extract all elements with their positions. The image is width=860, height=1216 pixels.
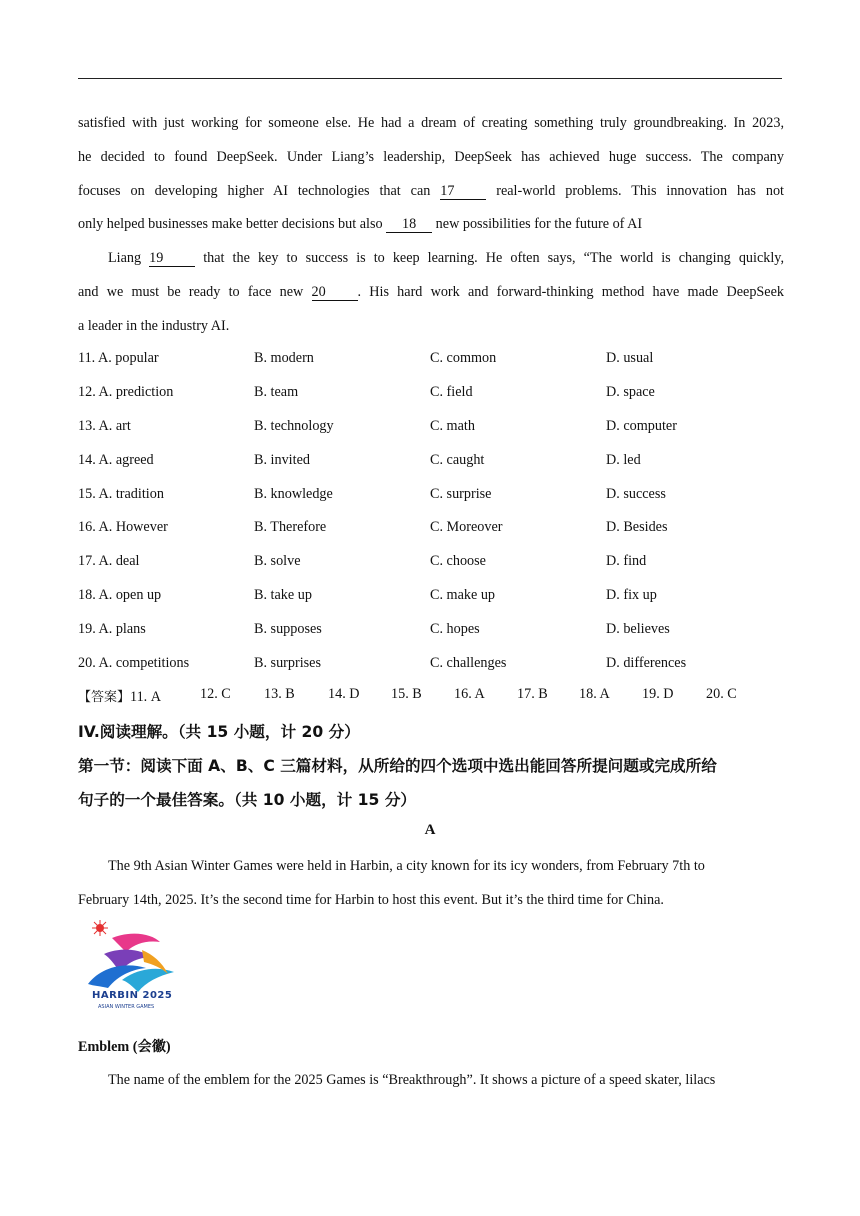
passage-text: a leader in the industry AI. (78, 318, 230, 334)
passage-label: A (424, 822, 436, 838)
option-d: D. Besides (606, 519, 668, 535)
passage-text: focuses on developing higher AI technologies that can (78, 183, 441, 199)
question-20 (78, 655, 784, 675)
option-a: 18. A. open up (78, 587, 162, 603)
passage-text: only helped businesses make better decisions but also (78, 216, 387, 232)
question-19 (78, 621, 784, 641)
option-d: D. differences (606, 655, 687, 671)
emblem-text-sub: ASIAN WINTER GAMES (98, 1004, 155, 1010)
answer-item: 19. D (642, 686, 674, 702)
option-d: D. led (606, 452, 641, 468)
emblem-label: Emblem (会徽) (78, 1039, 171, 1055)
section-heading: IV.阅读理解。（共 15 小题，计 20 分） (78, 723, 360, 741)
option-c: C. make up (430, 587, 496, 603)
option-d: D. find (606, 553, 647, 569)
question-12 (78, 384, 784, 404)
question-13 (78, 418, 784, 438)
option-c: C. challenges (430, 655, 507, 671)
passage-line-4 (78, 214, 784, 234)
answer-item: 16. A (454, 686, 485, 702)
option-c: C. hopes (430, 621, 480, 637)
option-a: 19. A. plans (78, 621, 146, 637)
option-b: B. technology (254, 418, 334, 434)
option-a: 15. A. tradition (78, 486, 164, 502)
option-d: D. fix up (606, 587, 657, 603)
question-15 (78, 486, 784, 506)
option-c: C. math (430, 418, 475, 434)
option-b: B. solve (254, 553, 301, 569)
passage-text: Liang (108, 250, 150, 266)
question-17 (78, 553, 784, 573)
passage-line-6 (78, 282, 784, 302)
question-11 (78, 350, 784, 370)
reading-line-1: The 9th Asian Winter Games were held in Harbin, a city known for its icy wonders, from February 7th to (108, 858, 705, 874)
option-c: C. common (430, 350, 497, 366)
question-14 (78, 452, 784, 472)
option-a: 14. A. agreed (78, 452, 154, 468)
passage-text: satisfied with just working for someone else. He had a dream of creating something truly groundbreaking. In 2023, (78, 115, 784, 131)
answer-label: 【答案】11. A (78, 689, 162, 705)
option-b: B. take up (254, 587, 312, 603)
option-a: 20. A. competitions (78, 655, 190, 671)
option-c: C. surprise (430, 486, 492, 502)
passage-line-2 (78, 147, 784, 167)
option-d: D. computer (606, 418, 677, 434)
passage-text: that the key to success is to keep learning. He often says, “The world is changing quickly, (195, 250, 784, 266)
answer-item: 17. B (517, 686, 548, 702)
answer-item: 12. C (200, 686, 231, 702)
passage-text: . His hard work and forward-thinking method have made DeepSeek (357, 284, 784, 300)
option-a: 16. A. However (78, 519, 168, 535)
option-a: 11. A. popular (78, 350, 159, 366)
emblem-paragraph: The name of the emblem for the 2025 Games is “Breakthrough”. It shows a picture of a speed skater, lilacs (108, 1072, 716, 1088)
blank-19: 19 (149, 251, 195, 267)
answer-item: 18. A (579, 686, 610, 702)
emblem-text-main: HARBIN 2025 (92, 990, 173, 1001)
option-b: B. supposes (254, 621, 322, 637)
passage-text: he decided to found DeepSeek. Under Liang’s leadership, DeepSeek has achieved huge success. The company (78, 149, 784, 165)
option-d: D. success (606, 486, 666, 502)
passage-line-1 (78, 113, 784, 133)
question-16 (78, 519, 784, 539)
option-b: B. modern (254, 350, 314, 366)
header-rule (78, 78, 782, 79)
blank-18: 18 (386, 217, 432, 233)
passage-line-5 (108, 248, 784, 268)
section-instruction-line-1: 第一节：阅读下面 A、B、C 三篇材料，从所给的四个选项中选出能回答所提问题或完成所给 (78, 757, 717, 775)
option-b: B. team (254, 384, 299, 400)
blank-20: 20 (312, 285, 358, 301)
option-c: C. Moreover (430, 519, 503, 535)
harbin-2025-emblem (82, 920, 182, 1016)
passage-line-7 (78, 316, 784, 336)
option-b: B. invited (254, 452, 310, 468)
option-d: D. believes (606, 621, 670, 637)
section-instruction-line-2: 句子的一个最佳答案。（共 10 小题，计 15 分） (78, 791, 417, 809)
option-c: C. caught (430, 452, 485, 468)
option-b: B. knowledge (254, 486, 333, 502)
reading-line-2: February 14th, 2025. It’s the second time for Harbin to host this event. But it’s the third time for China. (78, 892, 664, 908)
option-c: C. field (430, 384, 473, 400)
answer-item: 20. C (706, 686, 737, 702)
passage-line-3 (78, 181, 784, 201)
option-c: C. choose (430, 553, 486, 569)
answer-item: 13. B (264, 686, 295, 702)
question-18 (78, 587, 784, 607)
option-b: B. surprises (254, 655, 321, 671)
passage-text: and we must be ready to face new (78, 284, 312, 300)
blank-17: 17 (440, 184, 486, 200)
option-b: B. Therefore (254, 519, 327, 535)
option-a: 13. A. art (78, 418, 131, 434)
option-d: D. space (606, 384, 655, 400)
option-a: 17. A. deal (78, 553, 140, 569)
option-a: 12. A. prediction (78, 384, 174, 400)
passage-text: real-world problems. This innovation has not (486, 183, 784, 199)
option-d: D. usual (606, 350, 654, 366)
passage-text: new possibilities for the future of AI (432, 216, 643, 232)
answer-item: 15. B (391, 686, 422, 702)
answer-item: 14. D (328, 686, 360, 702)
